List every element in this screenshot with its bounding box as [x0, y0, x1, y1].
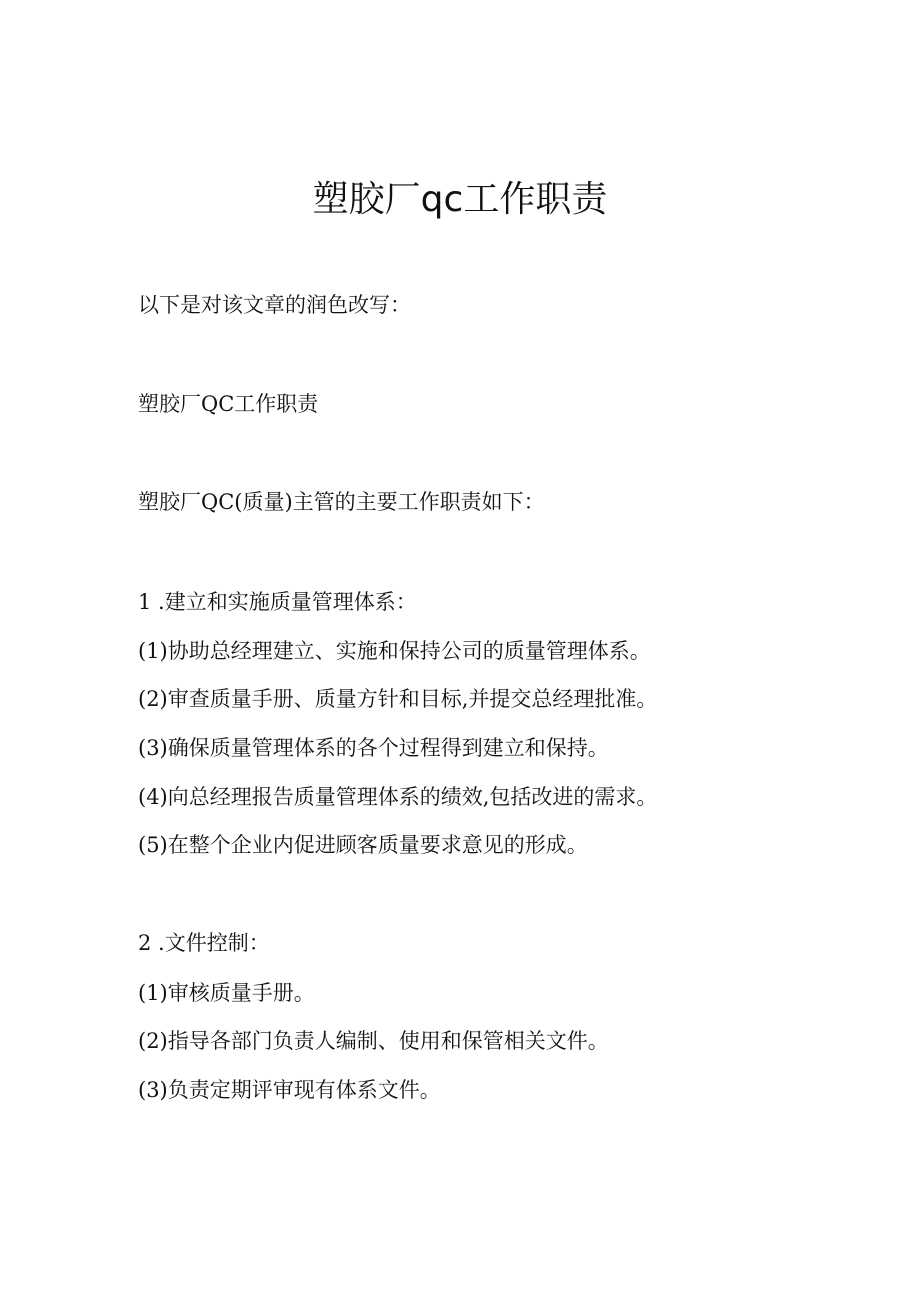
list-item: (1)审核质量手册。	[138, 981, 315, 1005]
section-heading: 2 .文件控制：	[138, 931, 270, 955]
lead-text: 塑胶厂QC(质量)主管的主要工作职责如下：	[138, 490, 545, 514]
list-item: (2)审查质量手册、质量方针和目标,并提交总经理批准。	[138, 687, 658, 711]
intro-text: 以下是对该文章的润色改写：	[138, 293, 411, 317]
list-item: (4)向总经理报告质量管理体系的绩效,包括改进的需求。	[138, 785, 658, 809]
list-item: (3)确保质量管理体系的各个过程得到建立和保持。	[138, 736, 609, 760]
list-item: (2)指导各部门负责人编制、使用和保管相关文件。	[138, 1029, 609, 1053]
subtitle-text: 塑胶厂QC工作职责	[138, 392, 319, 416]
list-item: (5)在整个企业内促进顾客质量要求意见的形成。	[138, 833, 588, 857]
list-item: (3)负责定期评审现有体系文件。	[138, 1078, 441, 1102]
document-title: 塑胶厂qc工作职责	[312, 179, 608, 220]
section-heading: 1 .建立和实施质量管理体系：	[138, 590, 417, 614]
list-item: (1)协助总经理建立、实施和保持公司的质量管理体系。	[138, 639, 651, 663]
